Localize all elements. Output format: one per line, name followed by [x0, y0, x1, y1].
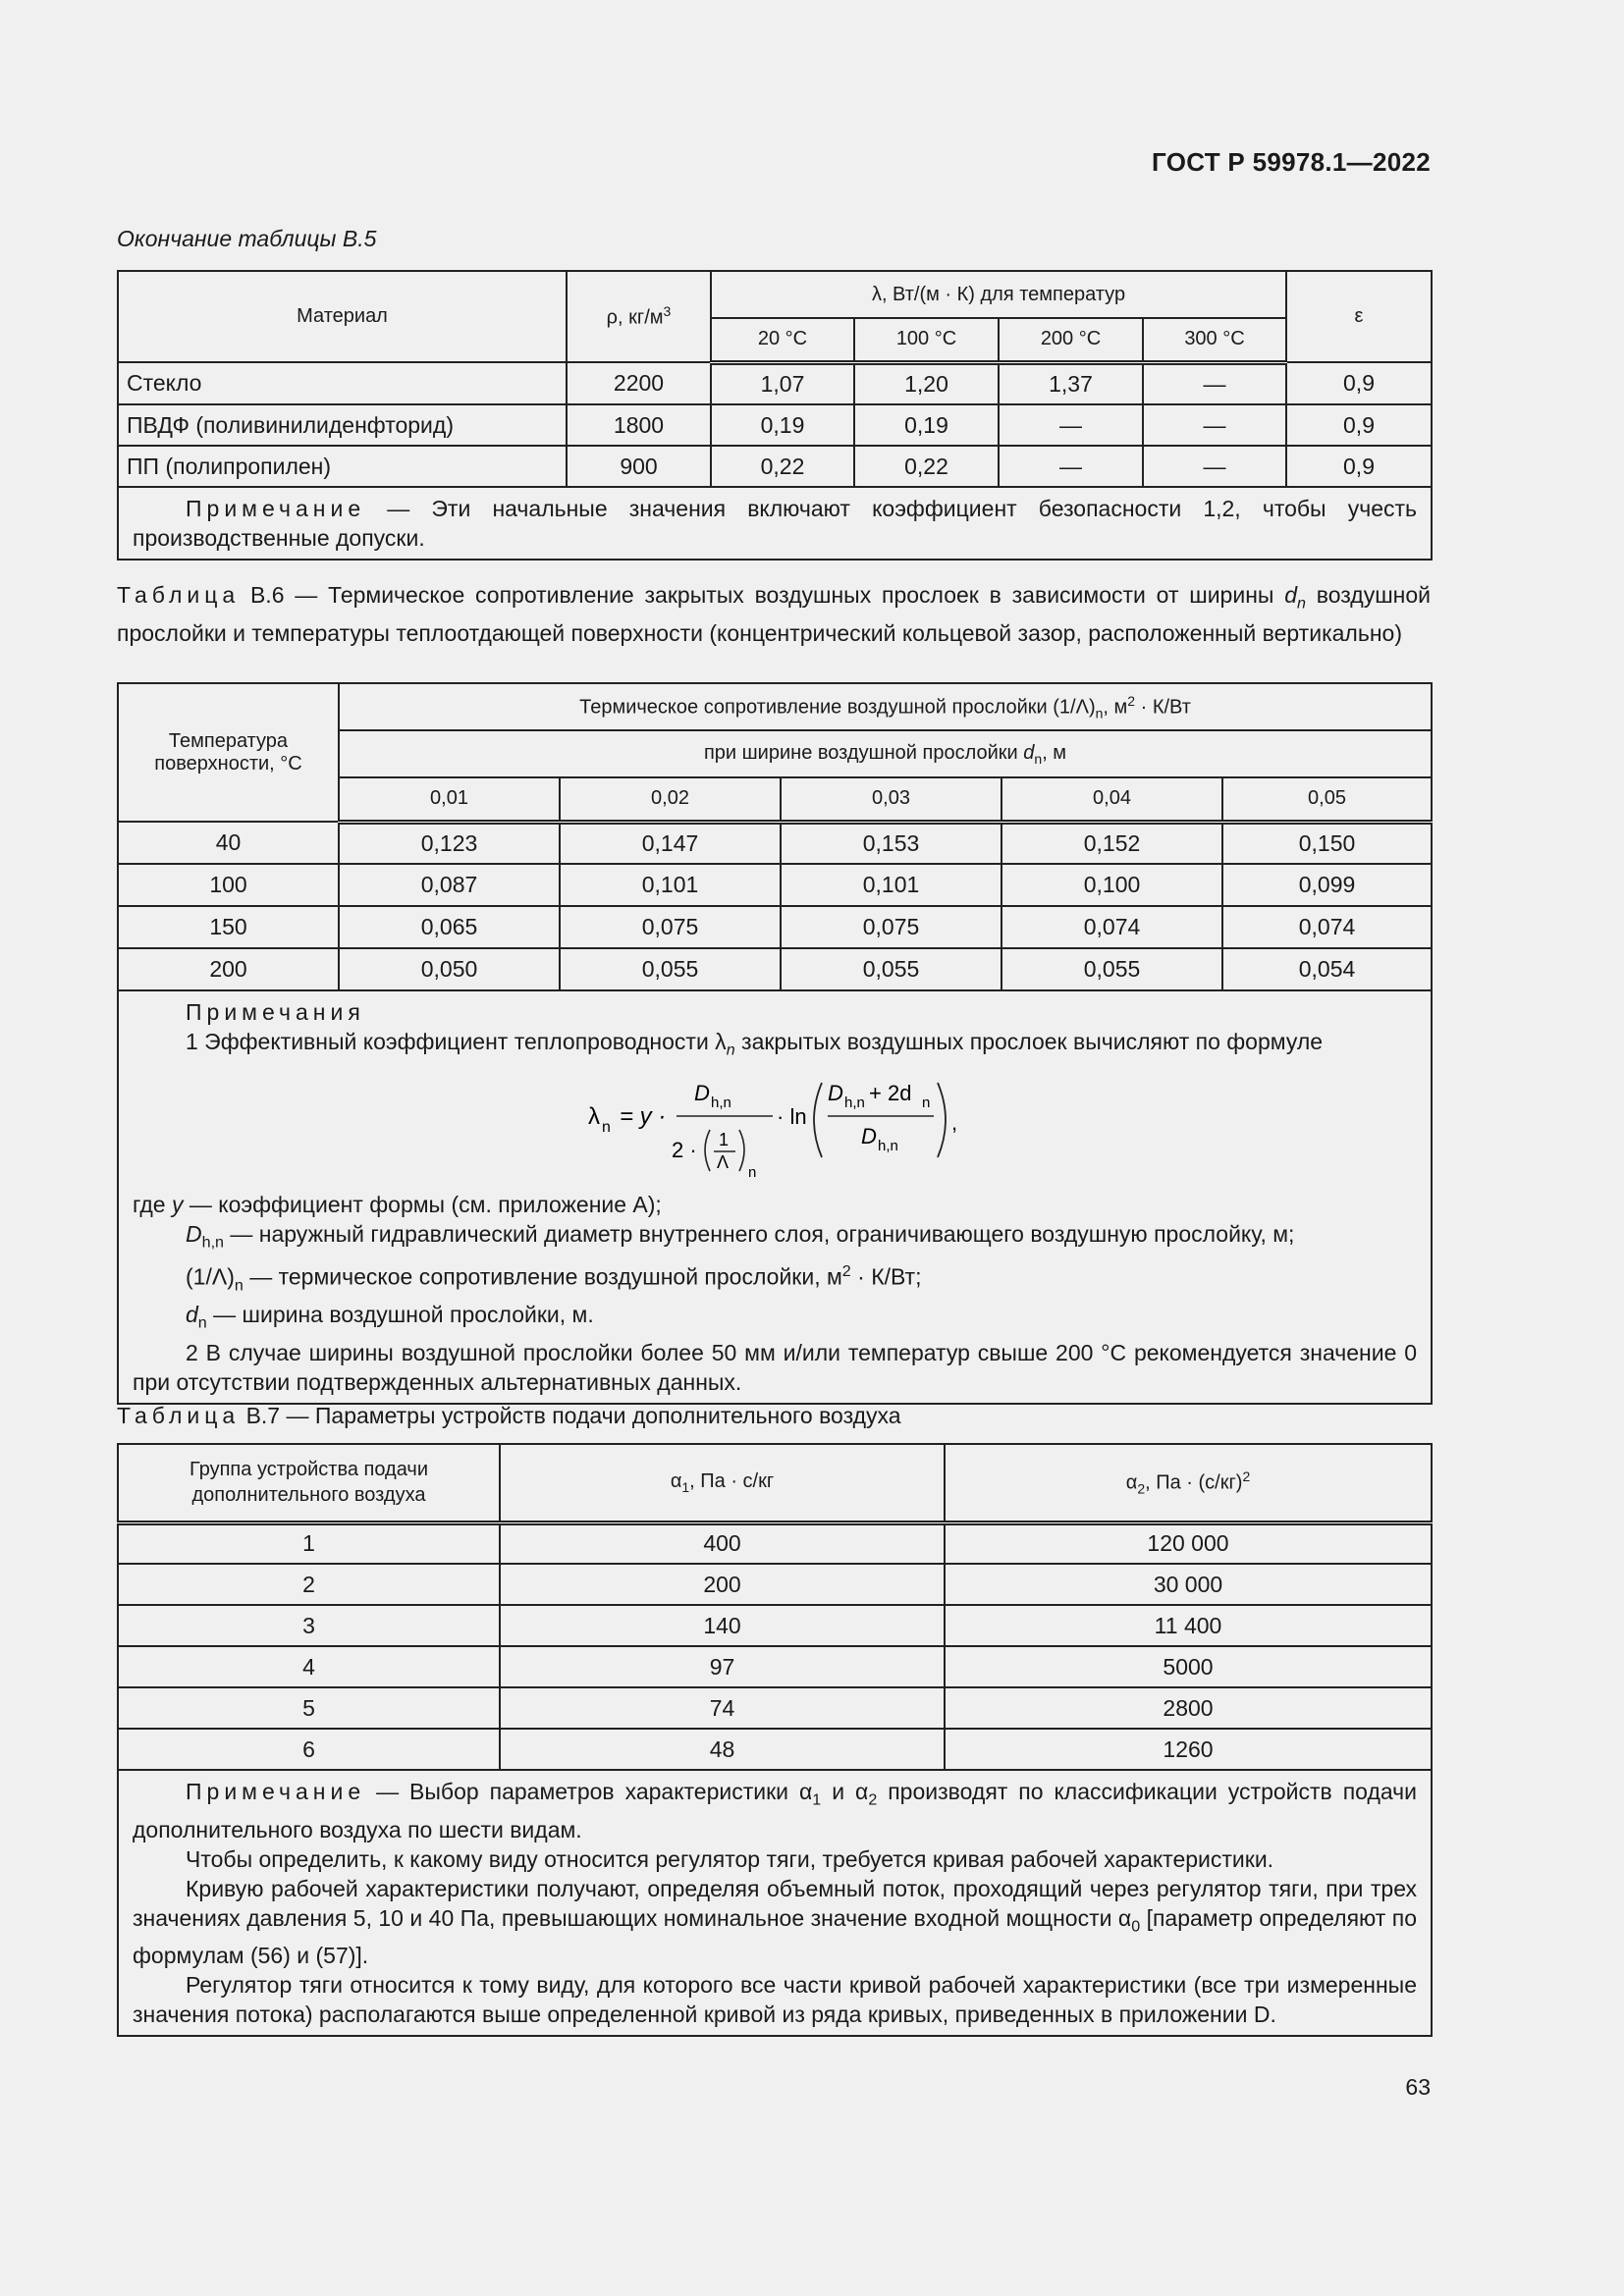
table-row: [118, 1729, 1432, 1770]
cell-alpha1: 97: [500, 1646, 945, 1687]
cell-value: 0,101: [781, 864, 1001, 906]
cell-value: 0,075: [781, 906, 1001, 948]
svg-text:h,n: h,n: [878, 1137, 898, 1154]
svg-text:n: n: [602, 1118, 611, 1136]
svg-text:h,n: h,n: [844, 1094, 865, 1111]
cell-alpha2: 11 400: [945, 1605, 1432, 1646]
cell-eps: 0,9: [1286, 446, 1432, 487]
def-diameter: $D_{h,n}$ — наружный гидравлический диаметр внутреннего слоя, ограничивающего воздушную прослойку, м;: [186, 1220, 1295, 1252]
table-row: [118, 1646, 1432, 1687]
cell-group: 4: [118, 1646, 500, 1687]
note-p4: Регулятор тяги относится к тому виду, для которого все части кривой рабочей характеристики (все три измеренные значения потока) располагаются выше определенной кривой из ряда кривых, приведенных в приложении D.: [133, 1972, 1417, 2028]
table-b6-caption: Таблица В.6 — Термическое сопротивление закрытых воздушных прослоек в зависимости от ширины $d_n$ воздушной прослойки и температуры теплоотдающей поверхности (концентрический кольцевой зазор, расположенный вертикально): [117, 582, 1431, 646]
cell-value: 0,055: [781, 948, 1001, 990]
col-density: ρ, $кг/м^3$: [567, 271, 711, 362]
def-width: $d_n$ — ширина воздушной прослойки, м.: [186, 1302, 594, 1333]
table-row: [118, 446, 1432, 487]
cell-value: 0,055: [1001, 948, 1222, 990]
cell-group: 5: [118, 1687, 500, 1729]
cell-l100: 0,19: [854, 404, 999, 446]
svg-text:D: D: [828, 1080, 843, 1105]
cell-value: 0,101: [560, 864, 781, 906]
table-b7-note: [118, 1770, 1432, 2036]
cell-alpha1: 140: [500, 1605, 945, 1646]
col-width-group: при ширине воздушной прослойки $d_n$, м: [339, 730, 1432, 777]
col-surface-temp: Температура поверхности, °С: [118, 683, 339, 822]
cell-group: 6: [118, 1729, 500, 1770]
col-lambda: λ, Вт/(м · К) для температур: [711, 271, 1286, 318]
table-row: [118, 362, 1432, 404]
cell-temp: 40: [118, 822, 339, 864]
cell-group: 1: [118, 1522, 500, 1564]
cell-value: 0,074: [1001, 906, 1222, 948]
cell-alpha2: 5000: [945, 1646, 1432, 1687]
cell-l200: —: [999, 404, 1143, 446]
table-row: [118, 404, 1432, 446]
cell-value: 0,075: [560, 906, 781, 948]
table-b5: [117, 270, 1433, 561]
cell-value: 0,152: [1001, 822, 1222, 864]
cell-temp: 100: [118, 864, 339, 906]
cell-alpha2: 1260: [945, 1729, 1432, 1770]
note-2: 2 В случае ширины воздушной прослойки более 50 мм и/или температур свыше 200 °С рекомендуется значение 0 при отсутствии подтвержденных альтернативных данных.: [133, 1340, 1418, 1396]
svg-text:n: n: [922, 1094, 931, 1111]
col-temp-300: 300 °С: [1143, 318, 1286, 362]
svg-text:2 ·: 2 ·: [672, 1137, 697, 1162]
table-b7: [117, 1443, 1433, 2037]
table-row: [118, 1605, 1432, 1646]
col-material: Материал: [118, 271, 567, 362]
cell-value: 0,123: [339, 822, 560, 864]
col-width-003: 0,03: [781, 777, 1001, 822]
cell-alpha2: 30 000: [945, 1564, 1432, 1605]
cell-value: 0,150: [1222, 822, 1432, 864]
cell-alpha1: 48: [500, 1729, 945, 1770]
note-text: — Эти начальные значения включают коэффициент безопасности 1,2, чтобы учесть производственные допуски.: [133, 496, 1418, 551]
table-row: [118, 822, 1432, 864]
svg-text:D: D: [694, 1080, 710, 1105]
cell-l300: —: [1143, 404, 1286, 446]
cell-l100: 1,20: [854, 362, 999, 404]
cell-l300: —: [1143, 362, 1286, 404]
cell-value: 0,147: [560, 822, 781, 864]
cell-group: 3: [118, 1605, 500, 1646]
col-alpha1: $\alpha_1$, Па · с/кг: [500, 1444, 945, 1522]
col-temp-100: 100 °С: [854, 318, 999, 362]
svg-text:1: 1: [719, 1129, 730, 1149]
col-epsilon: ε: [1286, 271, 1432, 362]
table-b5-continuation-caption: Окончание таблицы В.5: [117, 226, 377, 251]
col-thermal-resistance: Термическое сопротивление воздушной прослойки $(1/\Lambda)_n$, $м^2 \cdot К/Вт$: [339, 683, 1432, 730]
cell-value: 0,050: [339, 948, 560, 990]
cell-value: 0,054: [1222, 948, 1432, 990]
cell-rho: 2200: [567, 362, 711, 404]
col-alpha2: $\alpha_2$, Па · $(с/кг)^2$: [945, 1444, 1432, 1522]
cell-material: Стекло: [118, 362, 567, 404]
table-row: [118, 948, 1432, 990]
table-row: [118, 906, 1432, 948]
cell-alpha1: 200: [500, 1564, 945, 1605]
where-line: где y — коэффициент формы (см. приложение А);: [133, 1191, 662, 1217]
cell-alpha2: 2800: [945, 1687, 1432, 1729]
document-code: ГОСТ Р 59978.1—2022: [1152, 147, 1431, 177]
cell-value: 0,087: [339, 864, 560, 906]
cell-value: 0,099: [1222, 864, 1432, 906]
svg-text:λ: λ: [588, 1102, 600, 1130]
cell-group: 2: [118, 1564, 500, 1605]
cell-l20: 0,22: [711, 446, 854, 487]
col-temp-200: 200 °С: [999, 318, 1143, 362]
notes-label: Примечания: [186, 999, 365, 1025]
cell-alpha1: 74: [500, 1687, 945, 1729]
col-width-004: 0,04: [1001, 777, 1222, 822]
cell-rho: 1800: [567, 404, 711, 446]
formula-svg: [588, 1071, 961, 1179]
svg-text:= y ·: = y ·: [620, 1102, 667, 1130]
note-p3: Кривую рабочей характеристики получают, определяя объемный поток, проходящий через регулятор тяги, при трех значениях давления 5, 10 и 40 Па, превышающих номинальное значение входной мощности $\alpha_0$ [параметр определяют по формулам (56) и (57)].: [133, 1875, 1417, 1969]
table-b6-notes: [118, 990, 1432, 1404]
cell-temp: 200: [118, 948, 339, 990]
svg-text:· ln: · ln: [777, 1103, 807, 1129]
col-width-002: 0,02: [560, 777, 781, 822]
cell-rho: 900: [567, 446, 711, 487]
col-temp-20: 20 °С: [711, 318, 854, 362]
svg-text:Λ: Λ: [717, 1151, 730, 1172]
formula-lambda-n: [133, 1071, 1417, 1186]
table-b6: [117, 682, 1433, 1405]
cell-value: 0,100: [1001, 864, 1222, 906]
table-row: [118, 864, 1432, 906]
table-b5-note: [118, 487, 1432, 560]
cell-eps: 0,9: [1286, 362, 1432, 404]
cell-value: 0,153: [781, 822, 1001, 864]
note-label: Примечание: [186, 496, 366, 521]
svg-text:h,n: h,n: [711, 1094, 731, 1111]
cell-l300: —: [1143, 446, 1286, 487]
table-row: [118, 1564, 1432, 1605]
cell-l20: 1,07: [711, 362, 854, 404]
col-width-001: 0,01: [339, 777, 560, 822]
cell-l100: 0,22: [854, 446, 999, 487]
cell-value: 0,065: [339, 906, 560, 948]
cell-l20: 0,19: [711, 404, 854, 446]
cell-eps: 0,9: [1286, 404, 1432, 446]
cell-value: 0,074: [1222, 906, 1432, 948]
table-b7-caption: Таблица В.7 — Параметры устройств подачи дополнительного воздуха: [117, 1403, 901, 1428]
cell-alpha1: 400: [500, 1522, 945, 1564]
col-width-005: 0,05: [1222, 777, 1432, 822]
svg-text:+ 2d: + 2d: [869, 1080, 912, 1105]
note-p1: Примечание — Выбор параметров характеристики $\alpha_1$ и $\alpha_2$ производят по классификации устройств подачи дополнительного воздуха по шести видам.: [133, 1779, 1417, 1842]
svg-text:,: ,: [951, 1109, 958, 1135]
cell-temp: 150: [118, 906, 339, 948]
def-resistance: $(1/\Lambda)_n$ — термическое сопротивление воздушной прослойки, $м^2 \cdot К/Вт$;: [186, 1262, 922, 1295]
col-device-group: Группа устройства подачи дополнительного воздуха: [118, 1444, 500, 1522]
note-p2: Чтобы определить, к какому виду относится регулятор тяги, требуется кривая рабочей характеристики.: [186, 1845, 1274, 1872]
note-1: 1 Эффективный коэффициент теплопроводности $\lambda_n$ закрытых воздушных прослоек вычисляют по формуле: [186, 1029, 1324, 1059]
cell-value: 0,055: [560, 948, 781, 990]
cell-l200: 1,37: [999, 362, 1143, 404]
cell-material: ПВДФ (поливинилиденфторид): [118, 404, 567, 446]
cell-alpha2: 120 000: [945, 1522, 1432, 1564]
page-number: 63: [1405, 2074, 1431, 2100]
cell-l200: —: [999, 446, 1143, 487]
table-row: [118, 1522, 1432, 1564]
svg-text:D: D: [861, 1123, 877, 1148]
cell-material: ПП (полипропилен): [118, 446, 567, 487]
svg-text:n: n: [748, 1163, 757, 1179]
table-row: [118, 1687, 1432, 1729]
